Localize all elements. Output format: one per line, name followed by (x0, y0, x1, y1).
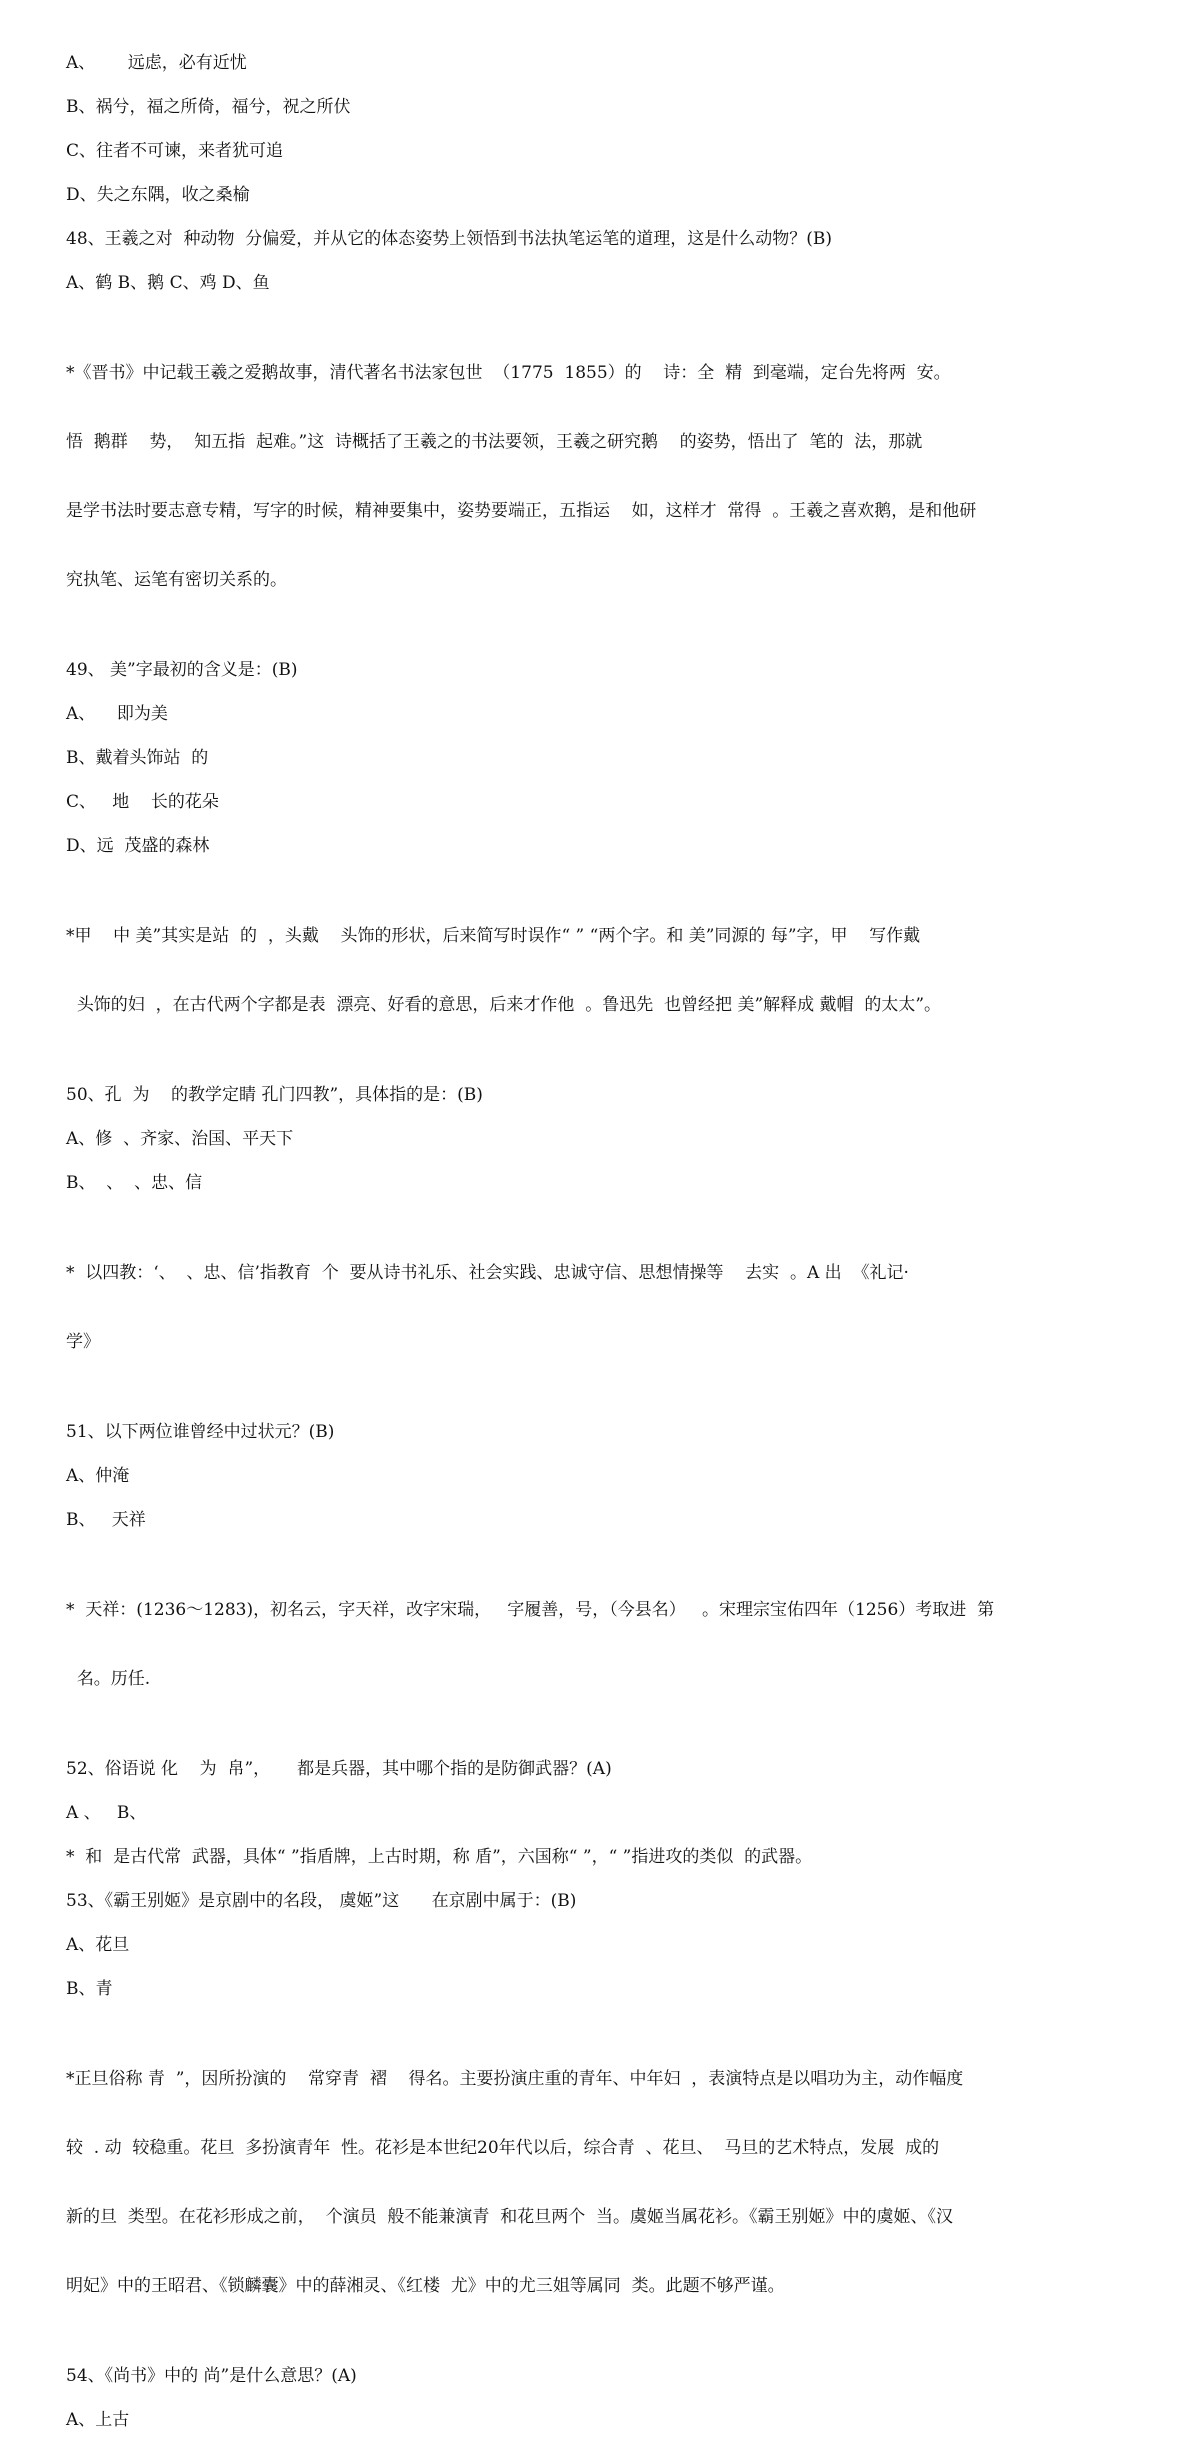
explanation-row: *正旦俗称 青 ”，因所扮演的 常穿青 褶 得名。主要扮演庄重的青年、中年妇 ，表演特点是以唱功为主，动作幅度 (66, 2069, 964, 2089)
question-line: 51、以下两位谁曾经中过状元？(B) (66, 1422, 335, 1442)
explanation-line: * 和 是古代常 武器，具体“ ”指盾牌，上古时期，称 盾”，六国称“ ”，“ ”指进攻的类似 的武器。 (66, 1847, 813, 1867)
option-line: C、往者不可谏，来者犹可追 (66, 141, 284, 161)
explanation-row: 明妃》中的王昭君、《锁麟囊》中的薛湘灵、《红楼 尤》中的尤三姐等属同 类。此题不够严谨。 (66, 2276, 785, 2296)
explanation-row: 是学书法时要志意专精，写字的时候，精神要集中，姿势要端正，五指运 如，这样才 常得 。王羲之喜欢鹅，是和他研 (66, 501, 977, 521)
explanation-paragraph (66, 316, 1132, 638)
document-page (66, 52, 1132, 2453)
option-line: A、鹤 B、鹅 C、鸡 D、鱼 (66, 273, 270, 293)
explanation-row: * 天祥：(1236～1283)，初名云，字天祥，改字宋瑞， 字履善，号，（今县名） 。宋理宗宝佑四年（1256）考取进 第 (66, 1600, 995, 1620)
option-line: B、 天祥 (66, 1510, 146, 1530)
explanation-row: *甲 中 美”其实是站 的 ，头戴 头饰的形状，后来简写时误作“ ” “两个字。和 美”同源的 每”字，甲 写作戴 (66, 926, 921, 946)
option-line: B、祸兮，福之所倚，福兮，祝之所伏 (66, 97, 351, 117)
question-line: 49、 美”字最初的含义是：(B) (66, 660, 298, 680)
explanation-row: 究执笔、运笔有密切关系的。 (66, 570, 287, 590)
explanation-row: 名。历任. (66, 1669, 151, 1689)
explanation-paragraph (66, 879, 1132, 1063)
explanation-row: 较 . 动 较稳重。花旦 多扮演青年 性。花衫是本世纪20年代以后，综合青 、花旦、 马旦的艺术特点，发展 成的 (66, 2138, 940, 2158)
explanation-row: 悟 鹅群 势， 知五指 起难。”这 诗概括了王羲之的书法要领，王羲之研究鹅 的姿势，悟出了 笔的 法，那就 (66, 432, 923, 452)
explanation-row: *《晋书》中记载王羲之爱鹅故事，清代著名书法家包世 （1775 1855）的 诗：全 精 到毫端，定台先将两 安。 (66, 363, 951, 383)
option-line: A、仲淹 (66, 1466, 130, 1486)
option-line: A、花旦 (66, 1935, 130, 1955)
option-line: B、青 (66, 1979, 113, 1999)
question-line: 50、孔 为 的教学定睛 孔门四教”，具体指的是：(B) (66, 1085, 483, 1105)
option-line: A、 即为美 (66, 704, 168, 724)
explanation-row: * 以四教：‘、 、忠、信’指教育 个 要从诗书礼乐、社会实践、忠诚守信、思想情操等 去实 。A 出 《礼记· (66, 1263, 909, 1283)
option-line: A、 远虑，必有近忧 (66, 53, 247, 73)
option-line: C、 地 长的花朵 (66, 792, 219, 812)
option-line: A 、 B、 (66, 1803, 147, 1823)
question-line: 54、《尚书》中的 尚”是什么意思？(A) (66, 2366, 357, 2386)
option-line: B、 、 、忠、信 (66, 1173, 203, 1193)
question-line: 48、王羲之对 种动物 分偏爱，并从它的体态姿势上领悟到书法执笔运笔的道理，这是什么动物？(B) (66, 229, 833, 249)
explanation-row: 头饰的妇 ，在古代两个字都是表 漂亮、好看的意思，后来才作他 。鲁迅先 也曾经把 美”解释成 戴帽 的太太”。 (66, 995, 942, 1015)
option-line: B、戴着头饰站 的 (66, 748, 209, 768)
option-line: D、远 茂盛的森林 (66, 836, 210, 856)
explanation-paragraph (66, 2022, 1132, 2344)
option-line: A、上古 (66, 2410, 130, 2430)
question-line: 52、俗语说 化 为 帛”， 都是兵器，其中哪个指的是防御武器？(A) (66, 1759, 612, 1779)
explanation-paragraph (66, 1553, 1132, 1737)
explanation-row: 新的旦 类型。在花衫形成之前， 个演员 般不能兼演青 和花旦两个 当。虞姬当属花衫。《霸王别姬》中的虞姬、《汉 (66, 2207, 954, 2227)
option-line: A、修 、齐家、治国、平天下 (66, 1129, 294, 1149)
explanation-paragraph (66, 1216, 1132, 1400)
question-line: 53、《霸王别姬》是京剧中的名段， 虞姬”这 在京剧中属于：(B) (66, 1891, 577, 1911)
explanation-row: 学》 (66, 1332, 100, 1352)
option-line: D、失之东隅，收之桑榆 (66, 185, 250, 205)
